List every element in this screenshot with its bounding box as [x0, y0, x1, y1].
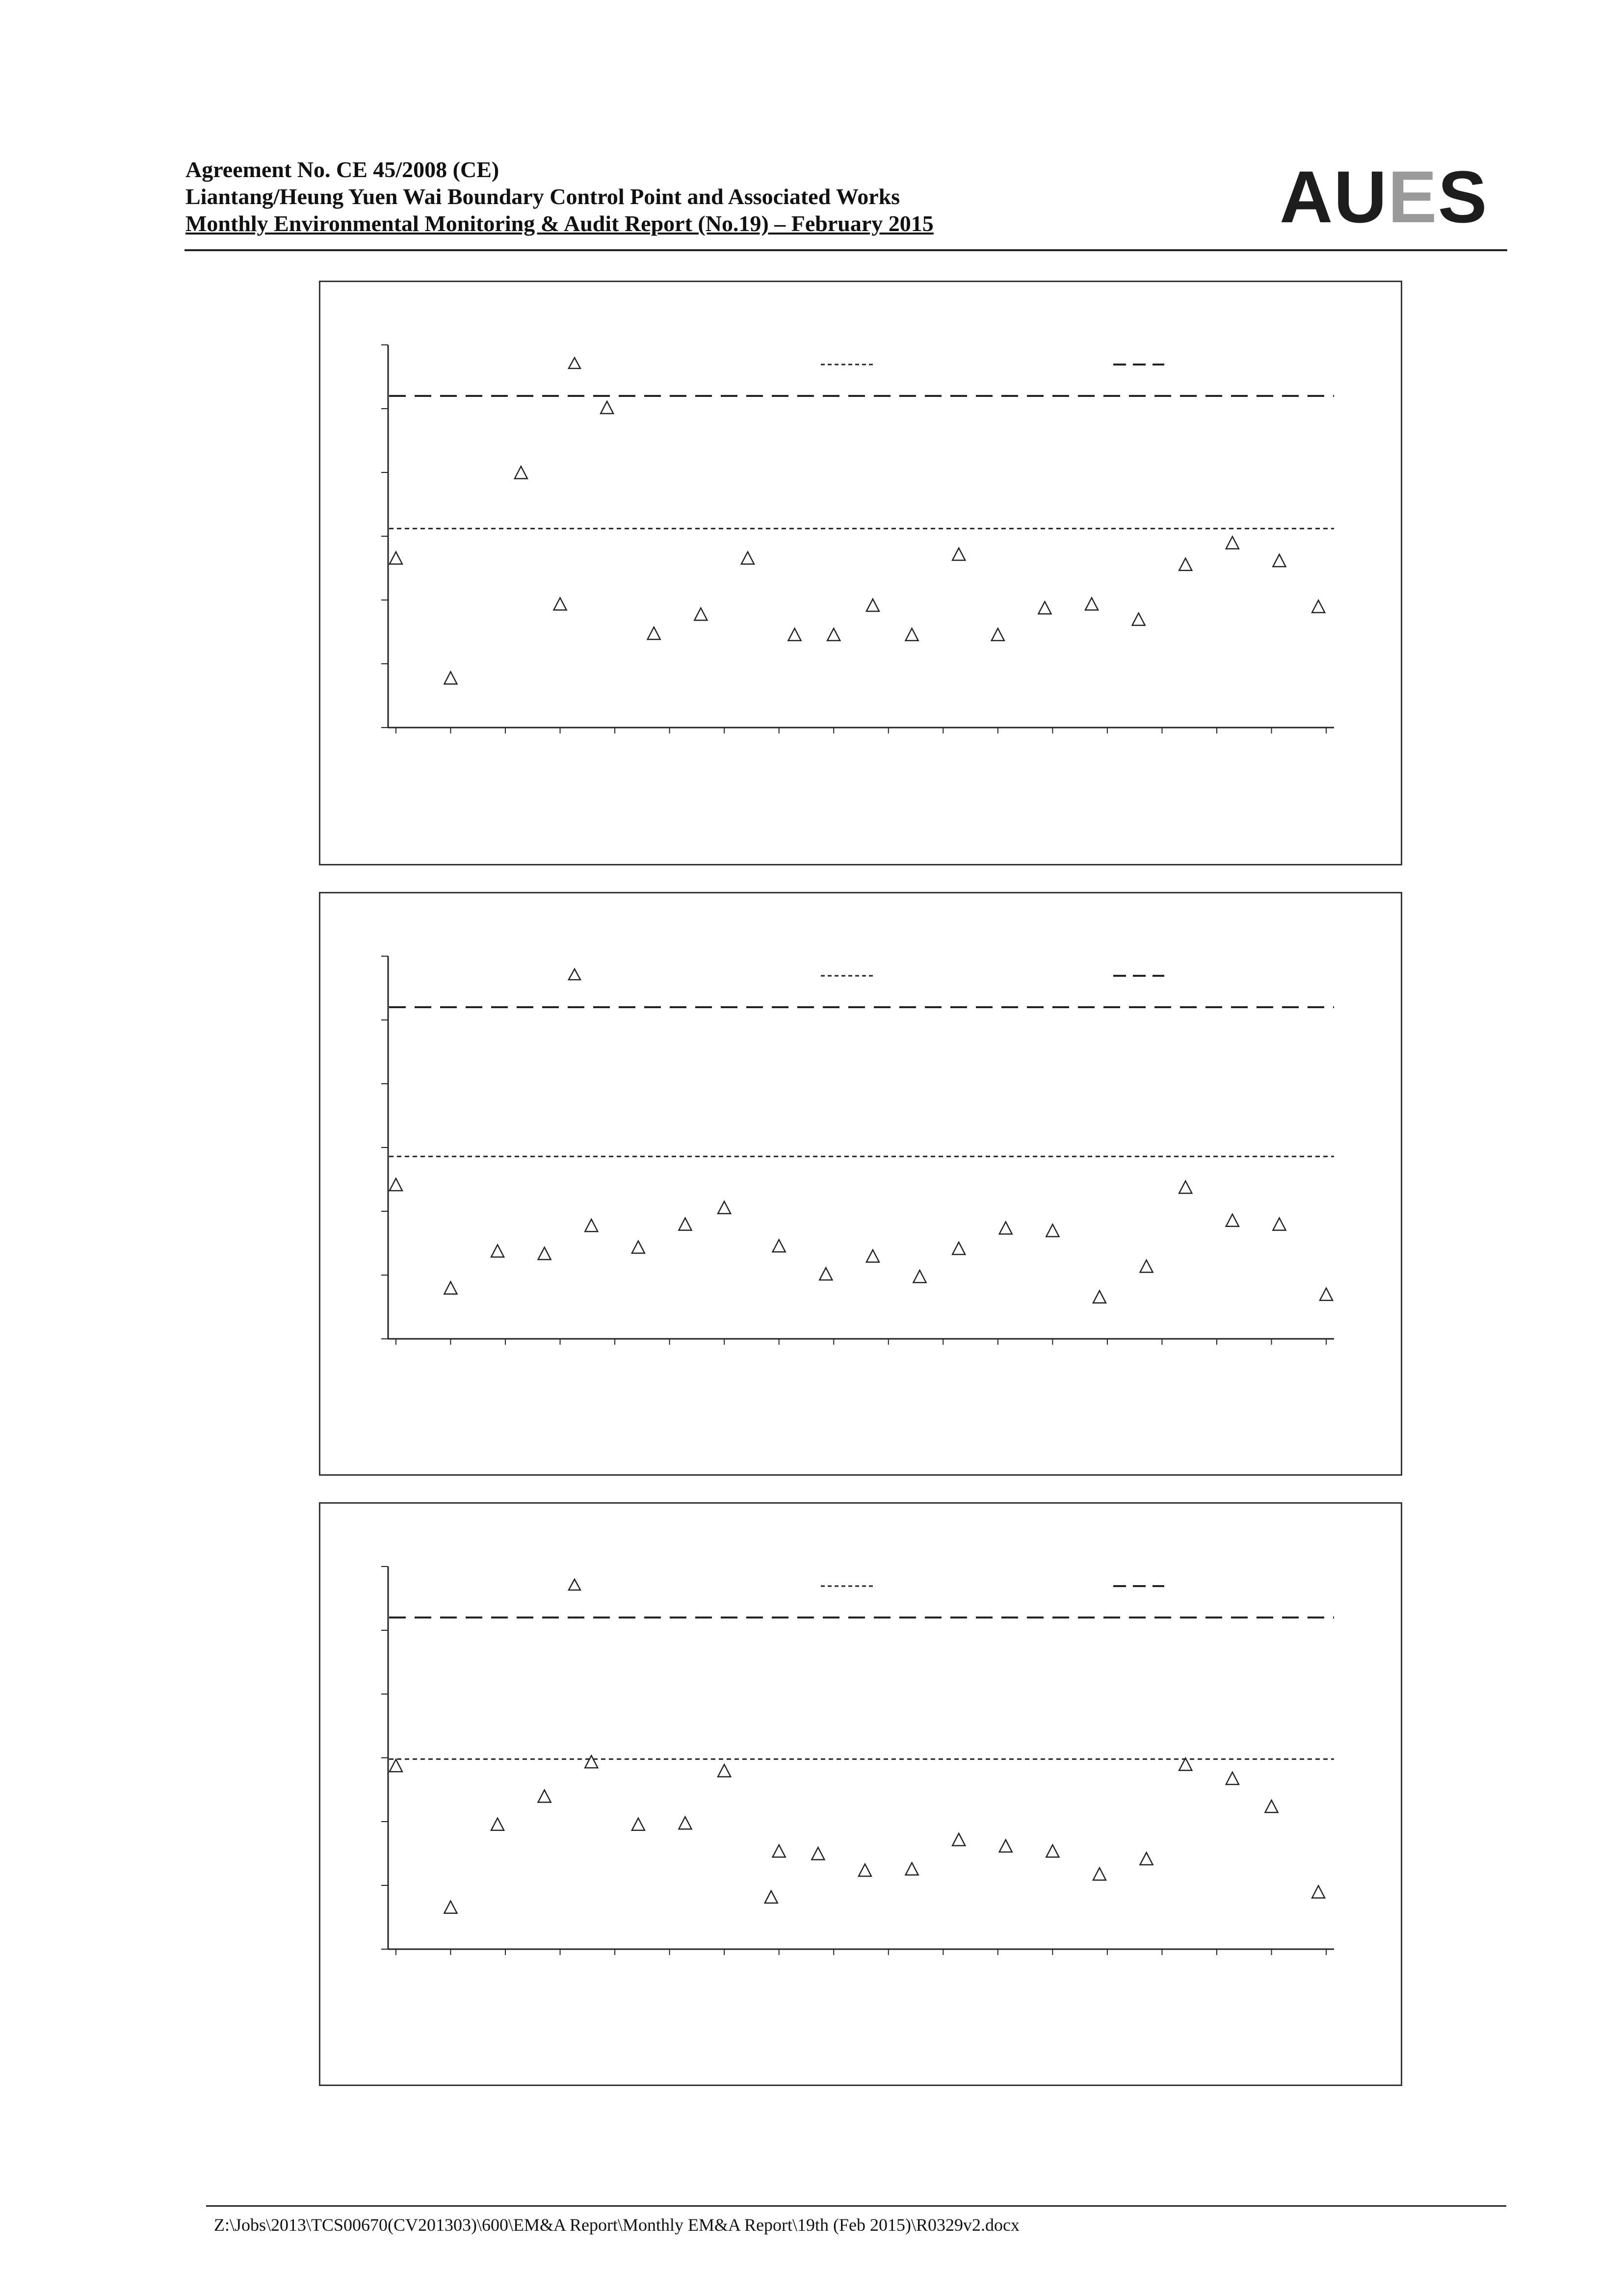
tsp-data-point: [819, 1268, 832, 1280]
tsp-data-point: [1093, 1291, 1106, 1303]
tsp-data-point: [1140, 1852, 1153, 1865]
legend-tsp-marker: [569, 969, 580, 980]
footer-rule: [206, 2205, 1506, 2207]
tsp-data-point: [444, 672, 457, 684]
tsp-data-point: [999, 1222, 1012, 1234]
tsp-data-point: [827, 628, 840, 641]
tsp-data-point: [859, 1864, 871, 1876]
tsp-data-point: [999, 1840, 1012, 1852]
tsp-data-point: [812, 1848, 824, 1860]
tsp-data-point: [952, 1833, 965, 1846]
project-line: Liantang/Heung Yuen Wai Boundary Control Point and Associated Works: [185, 184, 900, 209]
header-rule: [184, 249, 1507, 251]
tsp-data-point: [906, 1863, 918, 1875]
tsp-data-point: [648, 627, 660, 639]
tsp-data-point: [765, 1891, 778, 1903]
aues-logo: [1280, 156, 1488, 238]
tsp-data-point: [585, 1219, 598, 1231]
tsp-data-point: [1312, 600, 1325, 613]
agreement-line: Agreement No. CE 45/2008 (CE): [185, 157, 499, 182]
tsp-data-point: [773, 1240, 786, 1252]
tsp-data-point: [718, 1765, 731, 1777]
tsp-data-point: [491, 1245, 504, 1257]
tsp-data-point: [1179, 1181, 1192, 1193]
tsp-data-point: [866, 1250, 879, 1262]
tsp-data-point: [1140, 1260, 1153, 1272]
tsp-data-point: [1132, 613, 1145, 626]
logo-text: AUES: [1280, 156, 1488, 238]
tsp-data-point: [1226, 1772, 1239, 1784]
tsp-data-point: [444, 1901, 457, 1913]
tsp-data-point: [585, 1755, 598, 1768]
report-header: [185, 156, 934, 237]
tsp-data-point: [515, 467, 527, 479]
tsp-data-point: [914, 1270, 926, 1282]
tsp-data-point: [632, 1241, 645, 1253]
chart-panel-am8: [319, 892, 1402, 1476]
tsp-data-point: [679, 1218, 691, 1230]
tsp-data-point: [390, 1178, 402, 1191]
tsp-data-point: [992, 628, 1004, 641]
tsp-data-point: [554, 598, 567, 610]
chart-panel-am7b: [319, 281, 1402, 865]
file-path-footer: Z:\Jobs\2013\TCS00670(CV201303)\600\EM&A Report\Monthly EM&A Report\19th (Feb 2015)\R0329v2.docx: [214, 2215, 1020, 2235]
tsp-data-point: [390, 1759, 402, 1772]
chart-am9b: [320, 1504, 1401, 2085]
tsp-data-point: [1046, 1225, 1059, 1237]
tsp-data-point: [538, 1790, 551, 1802]
tsp-data-point: [1179, 558, 1192, 571]
tsp-data-point: [444, 1282, 457, 1294]
tsp-data-point: [741, 552, 754, 564]
tsp-data-point: [1273, 554, 1285, 567]
report-title-line: Monthly Environmental Monitoring & Audit Report (No.19) – February 2015: [185, 211, 934, 236]
legend-tsp-marker: [569, 1579, 580, 1590]
tsp-data-point: [491, 1818, 504, 1830]
tsp-data-point: [1312, 1886, 1325, 1898]
tsp-data-point: [1226, 537, 1239, 549]
tsp-data-point: [718, 1201, 731, 1214]
tsp-data-point: [1046, 1845, 1059, 1857]
tsp-data-point: [952, 1242, 965, 1254]
tsp-data-point: [952, 548, 965, 560]
legend-tsp-marker: [569, 358, 580, 368]
tsp-data-point: [694, 608, 707, 620]
tsp-data-point: [788, 628, 801, 641]
tsp-data-point: [1273, 1218, 1285, 1230]
tsp-data-point: [1179, 1758, 1192, 1771]
chart-panel-am9b: [319, 1502, 1402, 2086]
tsp-data-point: [632, 1818, 645, 1830]
tsp-data-point: [906, 628, 918, 641]
tsp-data-point: [1226, 1214, 1239, 1226]
tsp-data-point: [679, 1817, 691, 1829]
tsp-data-point: [773, 1845, 786, 1857]
tsp-data-point: [538, 1247, 551, 1259]
tsp-data-point: [866, 599, 879, 611]
tsp-data-point: [601, 401, 613, 414]
tsp-data-point: [1085, 598, 1098, 610]
tsp-data-point: [1320, 1288, 1333, 1301]
tsp-data-point: [1038, 601, 1051, 614]
tsp-data-point: [390, 552, 402, 564]
chart-am8: [320, 893, 1401, 1474]
tsp-data-point: [1093, 1868, 1106, 1880]
chart-am7b: [320, 282, 1401, 864]
tsp-data-point: [1265, 1800, 1278, 1812]
